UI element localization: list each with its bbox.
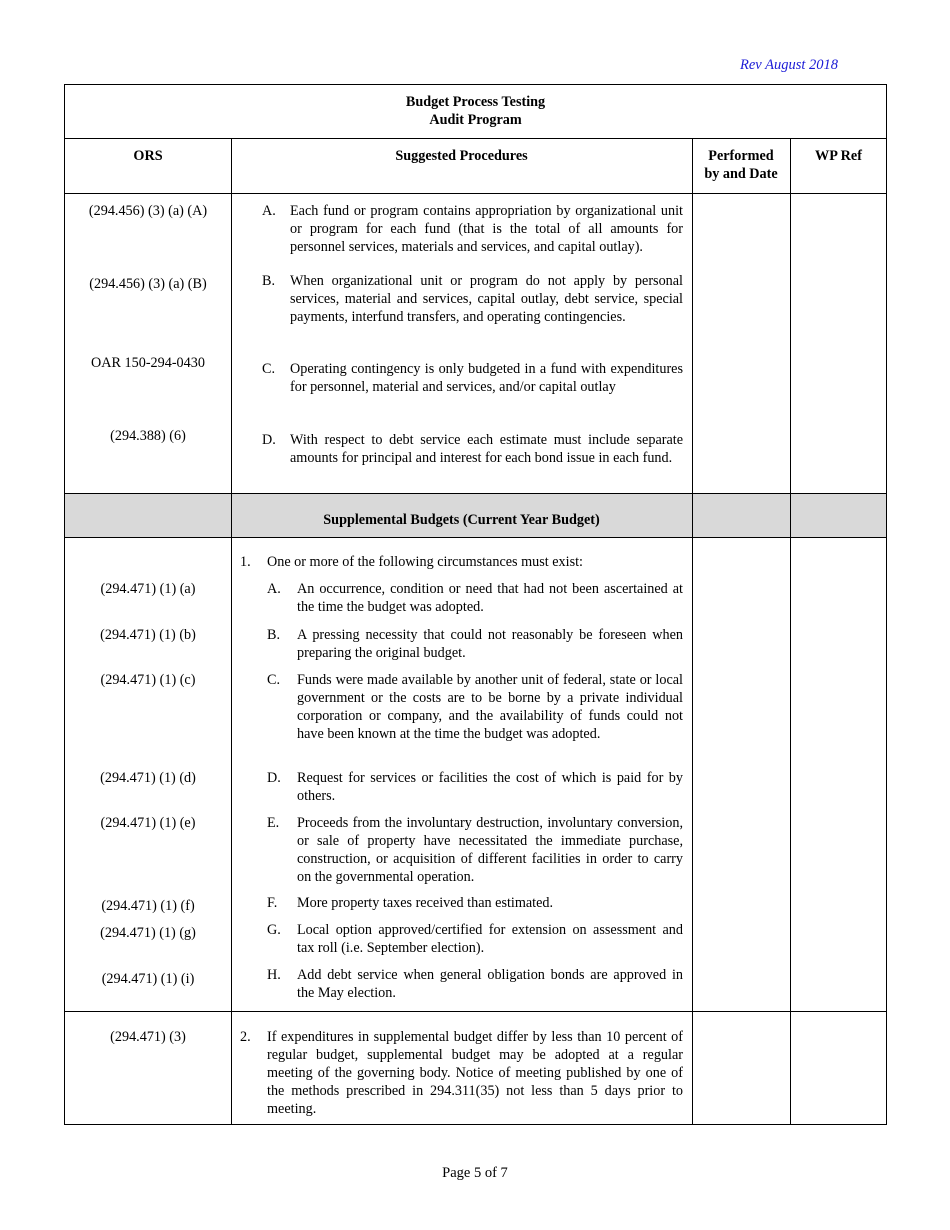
col-header-procedures: Suggested Procedures — [395, 148, 528, 164]
item-label: C. — [267, 672, 281, 688]
procedure-text: With respect to debt service each estimate must include separate amounts for principal and interest for each bond issue in each fund. — [290, 432, 683, 466]
item-label: B. — [262, 273, 276, 289]
procedure-text: More property taxes received than estimated. — [297, 895, 554, 911]
section-title: Supplemental Budgets (Current Year Budget) — [323, 512, 600, 528]
ors-ref: (294.471) (1) (c) — [100, 672, 196, 688]
col-header-wpref: WP Ref — [815, 148, 862, 164]
title-line-1: Budget Process Testing — [405, 94, 546, 110]
procedure-text: Each fund or program contains appropriation by organizational unit or program for each fund (that is the total of all amounts for personnel services, materials and services, and capital outlay). — [290, 203, 683, 255]
procedure-text: If expenditures in supplemental budget differ by less than 10 percent of regular budget, supplemental budget may be adopted at a regular meeting of the governing body. Notice of meeting published by one of the methods prescribed in 294.311(35) not less than 5 days prior to meeting. — [267, 1029, 683, 1117]
ors-ref: (294.456) (3) (a) (A) — [88, 203, 208, 219]
ors-ref: (294.471) (3) — [110, 1029, 186, 1045]
item-number: 1. — [240, 554, 251, 570]
procedure-text: One or more of the following circumstances must exist: — [267, 554, 583, 570]
audit-program-table — [64, 84, 887, 1125]
procedure-text: Request for services or facilities the cost of which is paid for by others. — [297, 770, 683, 804]
item-label: C. — [262, 361, 276, 377]
procedure-text: Operating contingency is only budgeted in a fund with expenditures for personnel, material and services, and/or capital outlay — [290, 361, 683, 395]
item-label: A. — [262, 203, 276, 219]
rule-section2-end — [65, 1011, 886, 1012]
item-label: E. — [267, 815, 280, 831]
ors-ref: (294.471) (1) (a) — [100, 581, 196, 597]
ors-ref: (294.471) (1) (e) — [100, 815, 196, 831]
procedure-text: Local option approved/certified for extension on assessment and tax roll (i.e. September election). — [297, 922, 683, 956]
revision-date: Rev August 2018 — [740, 57, 838, 73]
col-header-ors: ORS — [133, 148, 163, 164]
procedure-text: An occurrence, condition or need that had not been ascertained at the time the budget was adopted. — [297, 581, 683, 615]
col-divider-1 — [231, 138, 232, 1124]
table-title — [65, 93, 886, 129]
rule-header — [65, 193, 886, 194]
ors-ref: (294.471) (1) (f) — [101, 898, 195, 914]
col-divider-3 — [790, 138, 791, 1124]
item-number: 2. — [240, 1029, 251, 1045]
item-label: B. — [267, 627, 281, 643]
col-divider-2 — [692, 138, 693, 1124]
item-label: D. — [267, 770, 281, 786]
procedure-text: Proceeds from the involuntary destruction, involuntary conversion, or sale of property have necessitated the immediate purchase, construction, or acquisition of different facilities in order to carry on the governmental operation. — [297, 815, 683, 885]
procedure-text: Add debt service when general obligation bonds are approved in the May election. — [297, 967, 683, 1001]
item-label: A. — [267, 581, 281, 597]
procedure-text: When organizational unit or program do not apply by personal services, material and services, capital outlay, debt service, special payments, interfund transfers, and operating contingencies. — [290, 273, 683, 325]
rule-section1-end — [65, 493, 886, 494]
page-number: Page 5 of 7 — [442, 1165, 508, 1181]
col-header-performed — [692, 147, 790, 183]
item-label: D. — [262, 432, 276, 448]
rule-title — [65, 138, 886, 139]
ors-ref: OAR 150-294-0430 — [91, 355, 205, 371]
performed-line-2: by and Date — [704, 166, 778, 182]
ors-ref: (294.471) (1) (d) — [100, 770, 196, 786]
performed-line-1: Performed — [708, 148, 774, 164]
ors-ref: (294.471) (1) (i) — [101, 971, 195, 987]
title-line-2: Audit Program — [429, 112, 522, 128]
ors-ref: (294.456) (3) (a) (B) — [89, 276, 207, 292]
procedure-text: A pressing necessity that could not reasonably be foreseen when preparing the original budget. — [297, 627, 683, 661]
ors-ref: (294.471) (1) (b) — [100, 627, 196, 643]
item-label: F. — [267, 895, 278, 911]
item-label: G. — [267, 922, 281, 938]
rule-section2-title — [65, 537, 886, 538]
item-label: H. — [267, 967, 281, 983]
ors-ref: (294.388) (6) — [110, 428, 186, 444]
ors-ref: (294.471) (1) (g) — [100, 925, 196, 941]
procedure-text: Funds were made available by another unit of federal, state or local government or the costs are to be borne by a private individual corporation or company, and the availability of funds could not have been known at the time the budget was adopted. — [297, 672, 683, 742]
